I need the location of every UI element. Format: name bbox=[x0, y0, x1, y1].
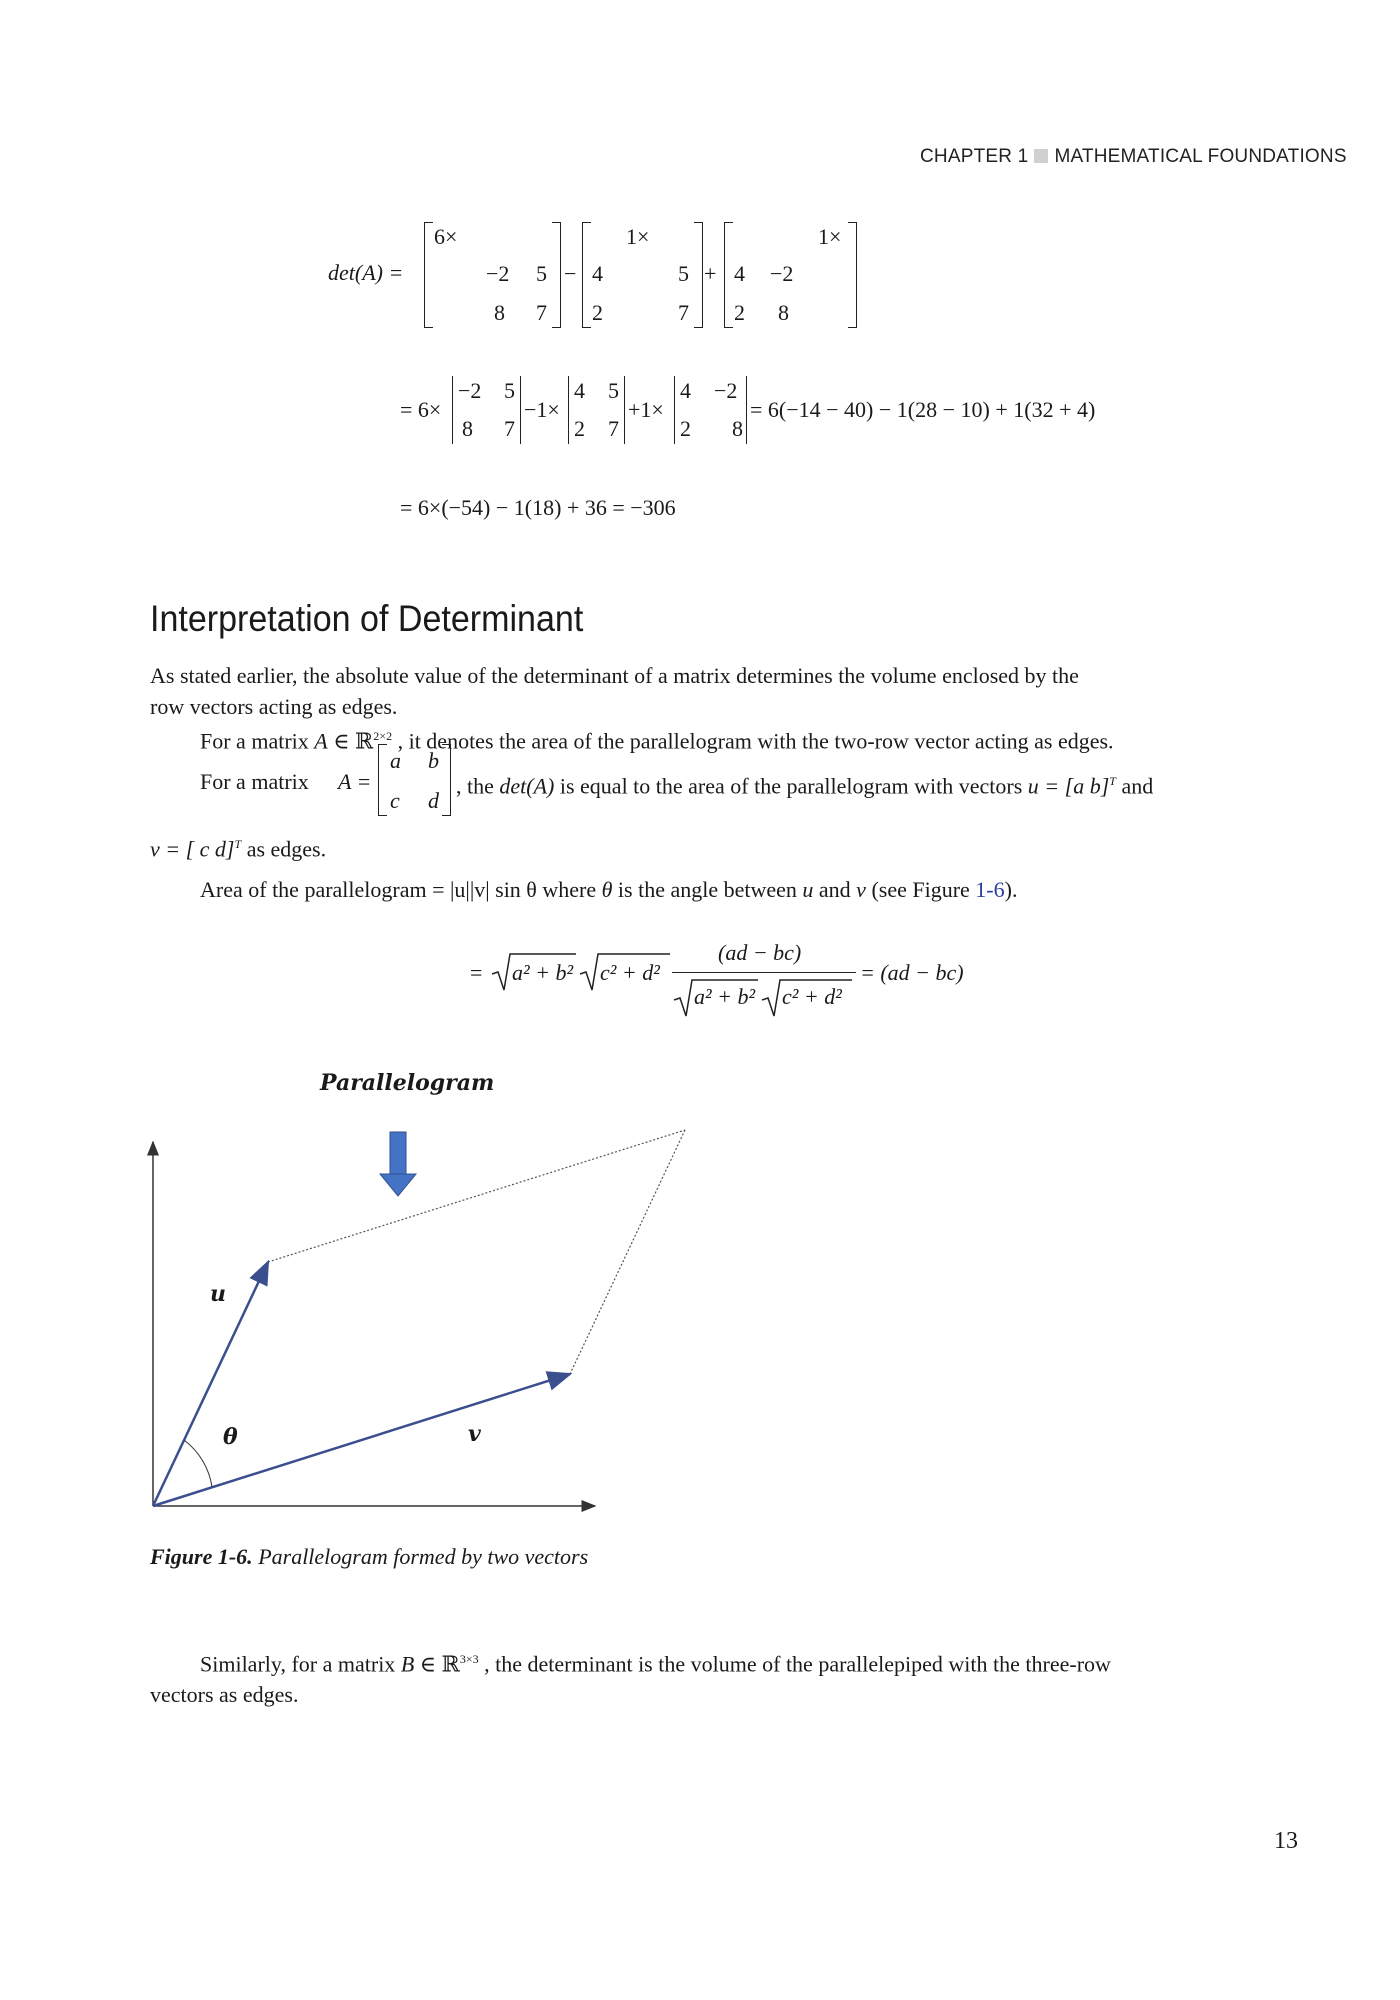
d3-entry: 4 bbox=[680, 378, 691, 403]
figure-caption-number: Figure 1-6. bbox=[150, 1544, 253, 1569]
matrix1-right-bracket bbox=[552, 222, 561, 328]
figure-label-v: v bbox=[468, 1421, 481, 1447]
figure-label-u: u bbox=[210, 1281, 226, 1307]
paragraph-area-formula bbox=[200, 874, 1017, 905]
section-title: Interpretation of Determinant bbox=[150, 598, 584, 639]
p3-v-vector: v = [ c d] bbox=[150, 836, 235, 862]
equation-result: = 6×(−54) − 1(18) + 36 = −306 bbox=[400, 495, 676, 520]
m3-entry: 4 bbox=[734, 261, 745, 286]
p3-u-vector: u = [a b] bbox=[1027, 773, 1110, 799]
d2-entry: 4 bbox=[574, 378, 585, 403]
p3-matrix-entry: c bbox=[390, 788, 400, 813]
paragraph-line: As stated earlier, the absolute value of the determinant of a matrix determines the volume enclosed by the bbox=[150, 663, 1079, 688]
parallelogram-right-edge bbox=[570, 1130, 685, 1374]
p3-matrix-left-bracket bbox=[378, 744, 387, 816]
eq4-rhs: = (ad − bc) bbox=[860, 960, 964, 985]
d3-entry: 2 bbox=[680, 416, 691, 441]
p3-mid1: , the bbox=[456, 773, 494, 799]
paragraph-line: vectors as edges. bbox=[150, 1682, 299, 1708]
matrix3-left-bracket bbox=[724, 222, 733, 328]
paragraph-line bbox=[150, 1644, 1300, 1679]
p5-post: , the determinant is the volume of the parallelepiped with the three-row bbox=[484, 1651, 1111, 1677]
eq1-lhs: det(A) = bbox=[328, 260, 404, 285]
det3-left-bar bbox=[674, 376, 675, 444]
p3-transpose: T bbox=[234, 837, 242, 851]
down-arrow-icon bbox=[380, 1132, 416, 1196]
p3-var: A = bbox=[338, 769, 372, 794]
eq2-term3: +1× bbox=[628, 397, 664, 422]
p3-mid2: is equal to the area of the parallelogram with vectors bbox=[559, 773, 1023, 799]
eq1-minus: − bbox=[564, 261, 577, 286]
figure-caption bbox=[150, 1544, 588, 1570]
p3-matrix-entry: a bbox=[390, 748, 401, 773]
p3-matrix-entry: b bbox=[428, 748, 439, 773]
p4-u: u bbox=[802, 877, 814, 902]
page-number: 13 bbox=[1274, 1828, 1298, 1854]
eq4-lhs: = bbox=[470, 960, 483, 985]
d3-entry: 8 bbox=[732, 416, 743, 441]
matrix2-right-bracket bbox=[694, 222, 703, 328]
d2-entry: 7 bbox=[608, 416, 619, 441]
m1-entry: 5 bbox=[536, 261, 547, 286]
d2-entry: 5 bbox=[608, 378, 619, 403]
p3-det: det(A) bbox=[499, 773, 555, 799]
m3-entry: 1× bbox=[818, 224, 842, 249]
det2-right-bar bbox=[624, 376, 625, 444]
d3-entry: −2 bbox=[714, 378, 738, 403]
p3-pre: For a matrix bbox=[200, 769, 309, 794]
p4-ref-pre: (see Figure bbox=[871, 877, 970, 902]
matrix3-right-bracket bbox=[848, 222, 857, 328]
p5-sup: 3×3 bbox=[459, 1652, 479, 1666]
m1-entry: −2 bbox=[486, 261, 510, 286]
paragraph-2x2 bbox=[200, 721, 1114, 756]
eq1-plus: + bbox=[704, 261, 717, 286]
eq4-numerator: (ad − bc) bbox=[718, 940, 802, 965]
running-header bbox=[920, 146, 1347, 168]
p2-sup: 2×2 bbox=[373, 729, 393, 743]
m1-entry: 8 bbox=[494, 300, 505, 325]
parallelogram-top-edge bbox=[268, 1130, 685, 1262]
p5-var: B bbox=[400, 1651, 415, 1677]
eq2-lead: = 6× bbox=[400, 397, 442, 422]
m3-entry: 2 bbox=[734, 300, 745, 325]
det1-left-bar bbox=[452, 376, 453, 444]
det2-left-bar bbox=[568, 376, 569, 444]
angle-arc bbox=[184, 1440, 212, 1487]
header-chapter: CHAPTER 1 bbox=[920, 146, 1029, 167]
d2-entry: 2 bbox=[574, 416, 585, 441]
p2-var: A bbox=[314, 728, 328, 754]
p2-pre: For a matrix bbox=[200, 728, 309, 754]
figure-label-parallelogram: Parallelogram bbox=[320, 1070, 495, 1096]
m2-entry: 7 bbox=[678, 300, 689, 325]
vector-v bbox=[153, 1374, 570, 1506]
p4-mid: is the angle between bbox=[617, 877, 797, 902]
matrix2-left-bracket bbox=[582, 222, 591, 328]
d1-entry: 7 bbox=[504, 416, 515, 441]
p2-set: ∈ ℝ bbox=[333, 728, 374, 754]
m2-entry: 4 bbox=[592, 261, 603, 286]
eq4-den-root1: a² + b² bbox=[694, 984, 756, 1009]
p5-pre: Similarly, for a matrix bbox=[200, 1651, 396, 1677]
m2-entry: 1× bbox=[626, 224, 650, 249]
p4-pre: Area of the parallelogram = |u||v| sin θ where bbox=[200, 877, 597, 902]
d1-entry: −2 bbox=[458, 378, 482, 403]
m3-entry: 8 bbox=[778, 300, 789, 325]
det3-right-bar bbox=[746, 376, 747, 444]
p3-matrix-right-bracket bbox=[442, 744, 451, 816]
eq4-den-root2: c² + d² bbox=[782, 984, 842, 1009]
eq4-root2: c² + d² bbox=[600, 960, 660, 985]
m2-entry: 5 bbox=[678, 261, 689, 286]
eq4-root1: a² + b² bbox=[512, 960, 574, 985]
d1-entry: 5 bbox=[504, 378, 515, 403]
header-separator-icon bbox=[1034, 149, 1048, 163]
m2-entry: 2 bbox=[592, 300, 603, 325]
fraction-bar bbox=[672, 972, 856, 973]
m1-entry: 7 bbox=[536, 300, 547, 325]
paragraph-3x3 bbox=[150, 1644, 1300, 1710]
eq2-term2: −1× bbox=[524, 397, 560, 422]
header-section: MATHEMATICAL FOUNDATIONS bbox=[1054, 146, 1347, 167]
p5-set: ∈ ℝ bbox=[419, 1651, 460, 1677]
p3-transpose: T bbox=[1109, 774, 1116, 788]
p3-post: as edges. bbox=[246, 836, 327, 862]
matrix1-left-bracket bbox=[424, 222, 433, 328]
figure-label-theta: θ bbox=[223, 1424, 238, 1450]
paragraph-intro bbox=[150, 660, 1300, 722]
p3-line2 bbox=[150, 829, 326, 864]
parallelogram-figure bbox=[140, 1100, 700, 1520]
p3-matrix-entry: d bbox=[428, 788, 439, 813]
figure-caption-text: Parallelogram formed by two vectors bbox=[258, 1544, 589, 1569]
d1-entry: 8 bbox=[462, 416, 473, 441]
paragraph-line: row vectors acting as edges. bbox=[150, 694, 398, 719]
p4-and: and bbox=[818, 877, 851, 902]
m3-entry: −2 bbox=[770, 261, 794, 286]
det1-right-bar bbox=[520, 376, 521, 444]
p4-theta: θ bbox=[601, 877, 613, 902]
p3-text bbox=[456, 766, 1153, 801]
p3-and: and bbox=[1121, 773, 1154, 799]
m1-entry: 6× bbox=[434, 224, 458, 249]
eq2-expansion: = 6(−14 − 40) − 1(28 − 10) + 1(32 + 4) bbox=[750, 397, 1096, 422]
figure-reference-link[interactable]: 1-6 bbox=[975, 877, 1005, 902]
p2-post: , it denotes the area of the parallelogram with the two-row vector acting as edges. bbox=[397, 728, 1114, 754]
p4-v: v bbox=[856, 877, 866, 902]
p4-ref-post: ). bbox=[1004, 877, 1018, 902]
